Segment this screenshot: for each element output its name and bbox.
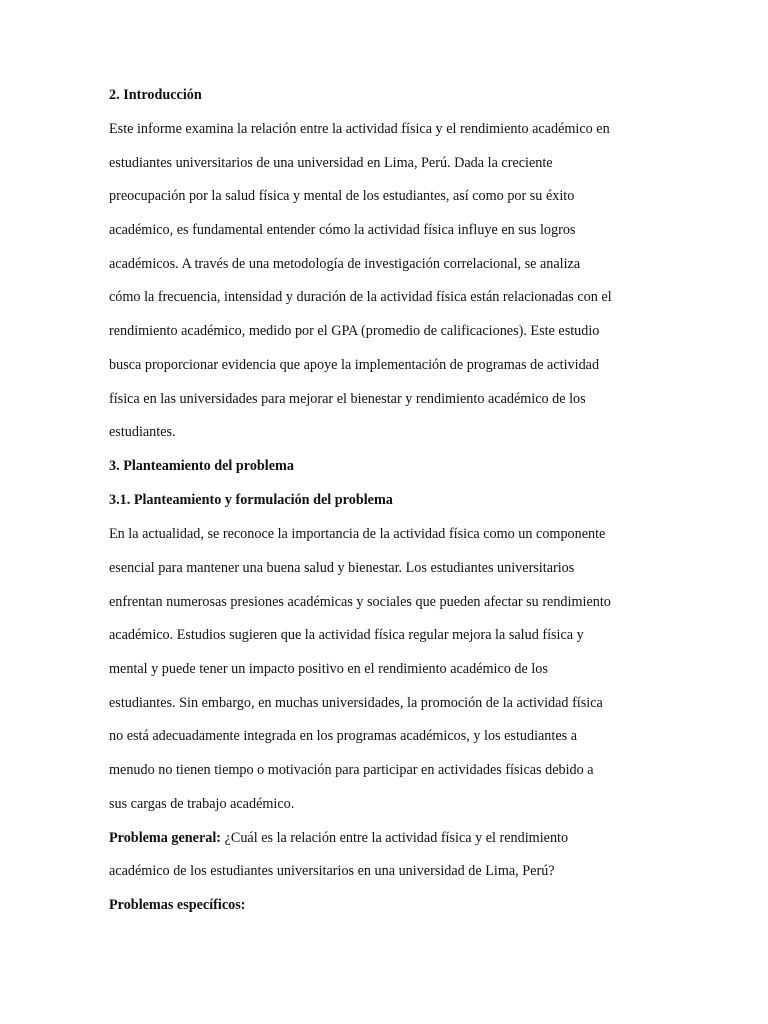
general-problem-label: Problema general: [109, 829, 222, 846]
paragraph-line: académico. Estudios sugieren que la actividad física regular mejora la salud física y [109, 627, 584, 644]
general-problem-line: académico de los estudiantes universitarios en una universidad de Lima, Perú? [109, 863, 555, 880]
paragraph-line: estudiantes. [109, 424, 176, 441]
document-page [109, 84, 669, 928]
paragraph-line: busca proporcionar evidencia que apoye la implementación de programas de actividad [109, 356, 600, 373]
paragraph-line: menudo no tienen tiempo o motivación para participar en actividades físicas debido a [109, 762, 594, 778]
paragraph-line: En la actualidad, se reconoce la importancia de la actividad física como un componente [109, 526, 606, 543]
problem-heading: 3. Planteamiento del problema [109, 458, 294, 475]
paragraph-line: esencial para mantener una buena salud y bienestar. Los estudiantes universitarios [109, 559, 575, 576]
problem-paragraph [109, 523, 669, 815]
specific-problems-heading: Problemas específicos: [109, 897, 246, 914]
general-problem-text: ¿Cuál es la relación entre la actividad física y el rendimiento [221, 829, 569, 846]
general-problem-line [109, 827, 669, 849]
subproblem-heading: 3.1. Planteamiento y formulación del problema [109, 492, 393, 509]
paragraph-line: sus cargas de trabajo académico. [109, 795, 295, 812]
paragraph-line: estudiantes. Sin embargo, en muchas universidades, la promoción de la actividad física [109, 694, 603, 711]
paragraph-line: mental y puede tener un impacto positivo en el rendimiento académico de los [109, 660, 548, 677]
general-problem [109, 827, 669, 883]
paragraph-line: enfrentan numerosas presiones académicas y sociales que pueden afectar su rendimiento [109, 593, 611, 610]
intro-heading: 2. Introducción [109, 87, 202, 103]
paragraph-line: estudiantes universitarios de una universidad en Lima, Perú. Dada la creciente [109, 154, 553, 171]
paragraph-line: física en las universidades para mejorar el bienestar y rendimiento académico de los [109, 390, 586, 407]
paragraph-line: académicos. A través de una metodología de investigación correlacional, se analiza [109, 255, 581, 272]
paragraph-line: no está adecuadamente integrada en los programas académicos, y los estudiantes a [109, 728, 578, 745]
paragraph-line: rendimiento académico, medido por el GPA (promedio de calificaciones). Este estudio [109, 323, 600, 340]
paragraph-line: cómo la frecuencia, intensidad y duración de la actividad física están relacionadas con el [109, 289, 612, 306]
paragraph-line: preocupación por la salud física y mental de los estudiantes, así como por su éxito [109, 188, 575, 205]
paragraph-line: académico, es fundamental entender cómo la actividad física influye en sus logros [109, 222, 576, 239]
paragraph-line: Este informe examina la relación entre la actividad física y el rendimiento académico en [109, 121, 610, 137]
intro-paragraph [109, 118, 669, 443]
